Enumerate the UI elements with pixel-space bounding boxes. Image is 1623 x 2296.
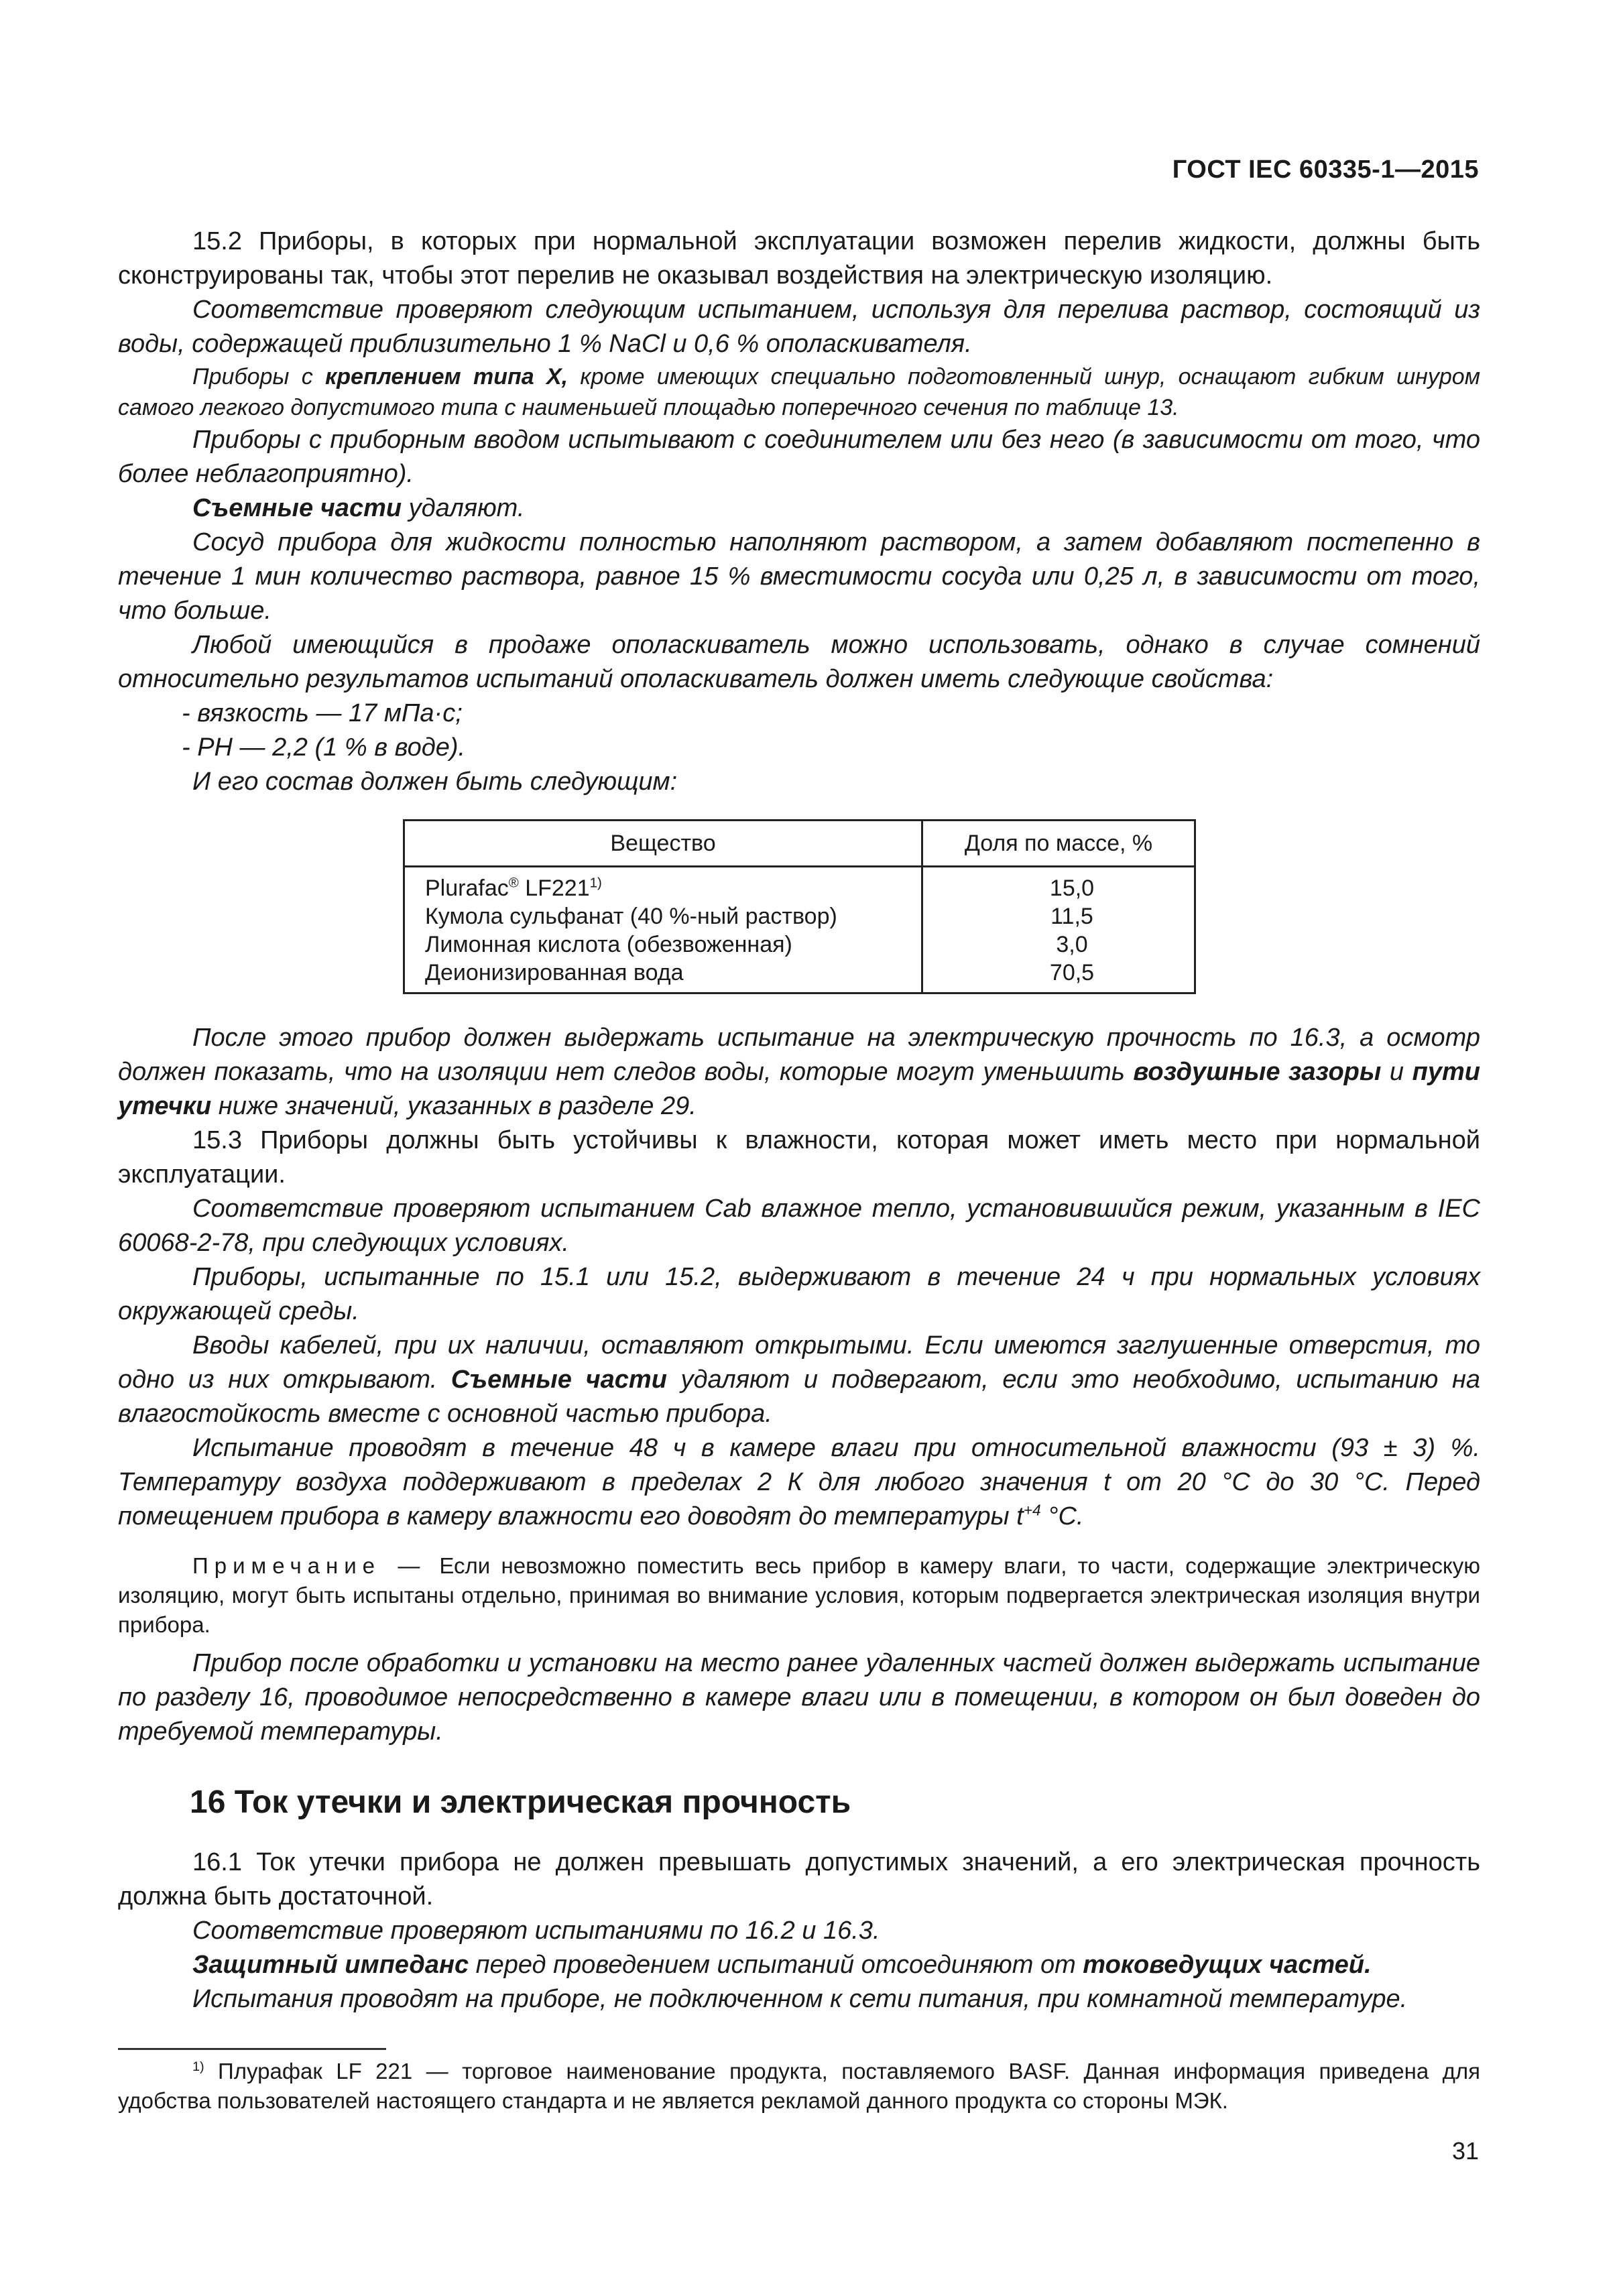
composition-intro: И его состав должен быть следующим: — [192, 768, 678, 796]
compliance-16-text: Соответствие проверяют испытаниями по 16.2 и 16.3. — [192, 1917, 880, 1945]
main-content — [118, 225, 1480, 2016]
mass-fraction-value: 11,5 — [1050, 904, 1093, 929]
type-x-attachment-text: Приборы с креплением типа X, кроме имеющих специально подготовленный шнур, оснащают гибким шнуром самого легкого допустимого типа с наименьшей площадью поперечного сечения по таблице 13. — [118, 364, 1481, 420]
clause-16-1-text: 16.1 Ток утечки прибора не должен превышать допустимых значений, а его электрическая прочность должна быть достаточной. — [118, 1848, 1480, 1911]
composition-table — [403, 819, 1196, 994]
cable-entries-text: Вводы кабелей, при их наличии, оставляют открытыми. Если имеются заглушенные отверстия, то одно из них открывают. Съемные части удаляют и подвергают, если это необходимо, испытанию на влагостойкость вместе с основной частью прибора. — [118, 1331, 1480, 1428]
page-number: 31 — [1451, 2137, 1479, 2165]
term-detachable-parts: Съемные части — [450, 1366, 667, 1394]
conditioning-text: Приборы, испытанные по 15.1 или 15.2, выдерживают в течение 24 ч при нормальных условиях окружающей среды. — [118, 1263, 1480, 1325]
room-temperature-text: Испытания проводят на приборе, не подключенном к сети питания, при комнатной температуре. — [192, 1985, 1408, 2013]
footnote-mark: 1) — [192, 2059, 204, 2074]
electric-strength-text: После этого прибор должен выдержать испытание на электрическую прочность по 16.3, а осмотр должен показать, что на изоляции нет следов воды, которые могут уменьшить воздушные зазоры и пути утечки ниже значений, указанных в разделе 29. — [118, 1024, 1480, 1120]
term-clearances: воздушные зазоры — [1133, 1058, 1382, 1086]
footnote-divider — [118, 2048, 386, 2050]
clause-15-2-text: 15.2 Приборы, в которых при нормальной эксплуатации возможен перелив жидкости, должны быть сконструированы так, чтобы этот перелив не оказывал воздействия на электрическую изоляцию. — [118, 227, 1480, 290]
footnote-ref: 1) — [589, 875, 602, 891]
term-creepage-distances: пути утечки — [118, 1058, 1480, 1120]
substance-name: Лимонная кислота (обезвоженная) — [425, 932, 792, 957]
humidity-cabinet-text: Испытание проводят в течение 48 ч в камере влаги при относительной влажности (93 ± 3) %. Температуру воздуха поддерживают в пределах 2 К для любого значения t от 20 °С до 30 °С. Перед помещением прибора в камеру влажности его доводят до температуры $t^{+4}$ °С. — [118, 1434, 1480, 1530]
term-detachable-parts: Съемные части — [192, 494, 402, 522]
column-header-mass-fraction: Доля по массе, % — [922, 821, 1195, 867]
note-label: Примечание — — [192, 1553, 426, 1578]
standard-header: ГОСТ IEC 60335-1—2015 — [1172, 156, 1479, 184]
detachable-parts-text: Съемные части удаляют. — [192, 494, 525, 522]
note-text: Если невозможно поместить весь прибор в камеру влаги, то части, содержащие электрическую изоляцию, могут быть испытаны отдельно, принимая во внимание условия, которым подвергается электрическая изоляция внутри прибора. — [118, 1553, 1480, 1637]
clause-15-3-text: 15.3 Приборы должны быть устойчивы к влажности, которая может иметь место при нормальной эксплуатации. — [118, 1126, 1480, 1189]
mass-fraction-value: 3,0 — [1056, 932, 1088, 957]
substance-names-cell — [404, 867, 922, 993]
composition-table-wrap — [118, 819, 1480, 994]
substance-name: Plurafac® LF221$^{1)}$ — [425, 875, 602, 901]
appliance-inlet-text: Приборы с приборным вводом испытывают с соединителем или без него (в зависимости от того, что более неблагоприятно). — [118, 426, 1480, 488]
term-live-parts: токоведущих частей. — [1083, 1951, 1372, 1979]
rinsing-agent-text: Любой имеющийся в продаже ополаскиватель можно использовать, однако в случае сомнений относительно результатов испытаний ополаскиватель должен иметь следующие свойства: — [118, 631, 1480, 693]
mass-fraction-cell — [922, 867, 1195, 993]
compliance-text: Соответствие проверяют следующим испытанием, используя для перелива раствор, состоящий из воды, содержащей приблизительно 1 % NaCl и 0,6 % ополаскивателя. — [118, 296, 1480, 358]
protective-impedance-text: Защитный импеданс перед проведением испытаний отсоединяют от токоведущих частей. — [192, 1951, 1372, 1979]
property-ph: - РН — 2,2 (1 % в воде). — [182, 733, 466, 762]
term-protective-impedance: Защитный импеданс — [192, 1951, 469, 1979]
table-row — [404, 867, 1195, 993]
container-fill-text: Сосуд прибора для жидкости полностью наполняют раствором, а затем добавляют постепенно в течение 1 мин количество раствора, равное 15 % вместимости сосуда или 0,25 л, в зависимости от того, что больше. — [118, 528, 1480, 625]
term-type-x-attachment: креплением типа X, — [325, 364, 568, 389]
mass-fraction-value: 15,0 — [1049, 875, 1095, 901]
after-treatment-text: Прибор после обработки и установки на место ранее удаленных частей должен выдержать испытание по разделу 16, проводимое непосредственно в камере влаги или в помещении, в котором он был доведен до требуемой температуры. — [118, 1649, 1480, 1746]
section-16-heading: 16 Ток утечки и электрическая прочность — [190, 1785, 851, 1820]
column-header-substance: Вещество — [404, 821, 922, 867]
substance-name: Деионизированная вода — [425, 960, 684, 985]
property-viscosity: - вязкость — 17 мПа·с; — [182, 699, 463, 727]
substance-name: Кумола сульфанат (40 %-ный раствор) — [425, 904, 837, 929]
damp-heat-test-text: Соответствие проверяют испытанием Cab влажное тепло, установившийся режим, указанным в IEC 60068-2-78, при следующих условиях. — [118, 1195, 1480, 1257]
footnote: $^{1)}$ Плурафак LF 221 — торговое наименование продукта, поставляемого BASF. Данная информация приведена для удобства пользователей настоящего стандарта и не является рекламой данного продукта со стороны МЭК. — [118, 2059, 1480, 2113]
mass-fraction-value: 70,5 — [1049, 960, 1095, 985]
note — [118, 1551, 1480, 1640]
